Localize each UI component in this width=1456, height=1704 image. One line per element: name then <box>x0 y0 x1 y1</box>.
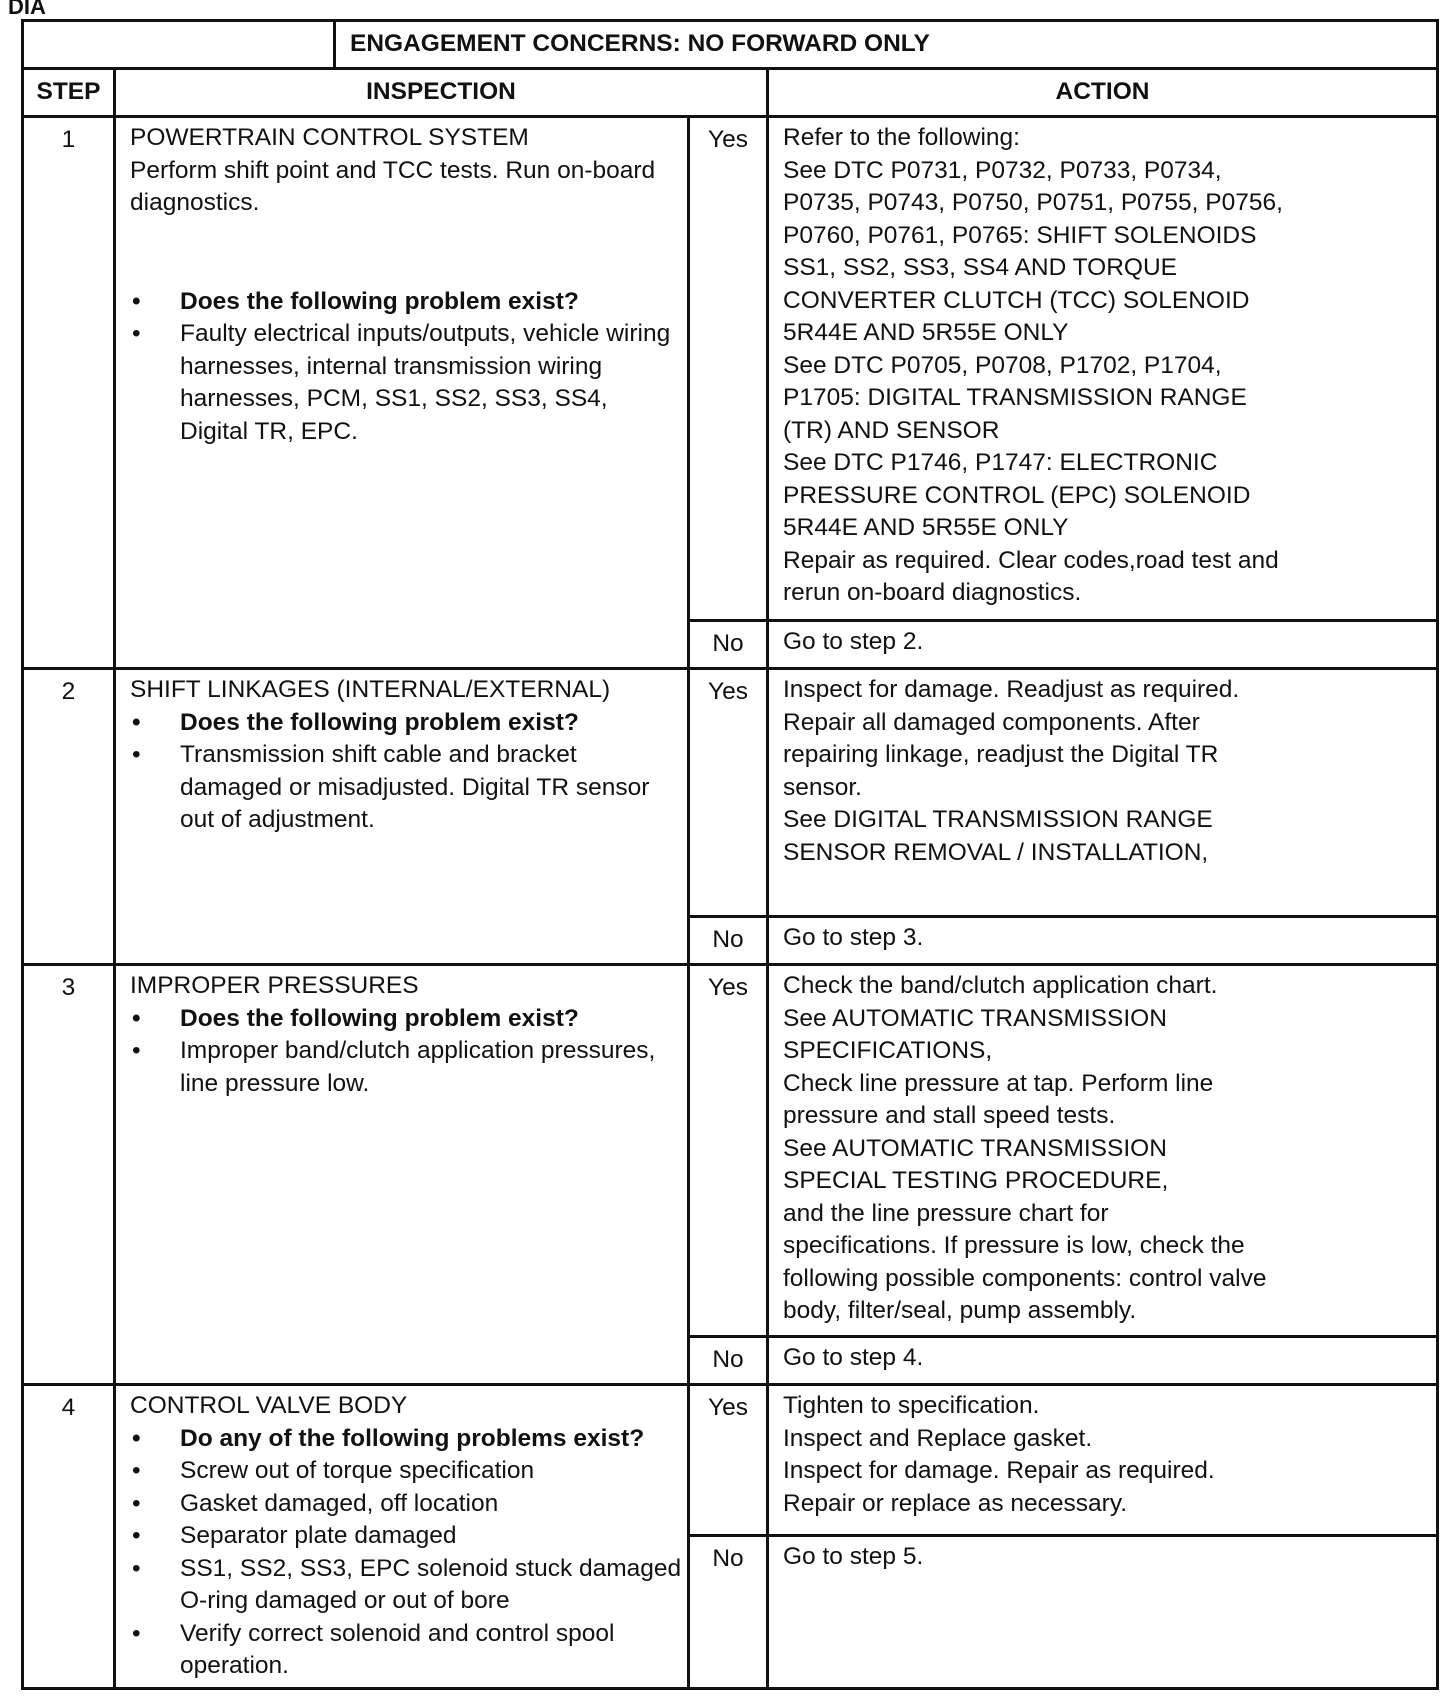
no-label: No <box>689 917 768 965</box>
action-line: Inspect for damage. Readjust as required. <box>783 676 1240 703</box>
action-line: and the line pressure chart for <box>783 1199 1109 1227</box>
bullet-line: • Transmission shift cable and bracket <box>180 741 577 768</box>
action-line: See DTC P1746, P1747: ELECTRONIC <box>783 449 1218 476</box>
table-row <box>23 1385 1438 1536</box>
title-spacer <box>23 21 335 69</box>
no-label: No <box>689 621 768 669</box>
no-label: No <box>689 1535 768 1688</box>
bullet-line: harnesses, internal transmission wiring <box>180 352 603 380</box>
step-number: 1 <box>23 117 115 669</box>
action-line: Repair or replace as necessary. <box>783 1489 1128 1517</box>
bullet-line: harnesses, PCM, SS1, SS2, SS3, SS4, <box>180 385 608 412</box>
action-line: SPECIAL TESTING PROCEDURE, <box>783 1167 1169 1194</box>
action-line: See AUTOMATIC TRANSMISSION <box>783 1004 1167 1032</box>
step-number: 2 <box>23 669 115 965</box>
bullet-line: • SS1, SS2, SS3, EPC solenoid stuck damaged <box>180 1554 682 1582</box>
action-line: P0735, P0743, P0750, P0751, P0755, P0756, <box>783 189 1283 216</box>
bullet-line: • Verify correct solenoid and control spool <box>180 1619 615 1647</box>
bullet-list <box>130 286 681 449</box>
yes-label: Yes <box>689 669 768 917</box>
inspection-heading: SHIFT LINKAGES (INTERNAL/EXTERNAL) <box>130 676 611 703</box>
inspection-cell <box>115 117 689 669</box>
action-line: pressure and stall speed tests. <box>783 1102 1116 1129</box>
action-line: Check the band/clutch application chart. <box>783 972 1218 999</box>
question-bullet: • Do any of the following problems exist? <box>130 1423 681 1456</box>
bullet-item <box>130 1553 681 1618</box>
inspection-heading: POWERTRAIN CONTROL SYSTEM <box>130 124 529 151</box>
inspection-intro-line: Perform shift point and TCC tests. Run on-board <box>130 156 656 184</box>
inspection-cell <box>115 1385 689 1689</box>
bullet-line: • Gasket damaged, off location <box>180 1489 499 1517</box>
action-line: sensor. <box>783 773 862 801</box>
bullet-list <box>130 1423 681 1683</box>
table-row <box>23 117 1438 621</box>
action-line: Inspect for damage. Repair as required. <box>783 1457 1215 1484</box>
yes-label: Yes <box>689 1385 768 1536</box>
action-line: SS1, SS2, SS3, SS4 AND TORQUE <box>783 254 1177 281</box>
no-action: Go to step 2. <box>768 621 1438 669</box>
action-line: See DTC P0731, P0732, P0733, P0734, <box>783 156 1222 184</box>
bullet-item <box>130 1488 681 1521</box>
action-line: Tighten to specification. <box>783 1392 1040 1419</box>
action-line: rerun on-board diagnostics. <box>783 579 1082 606</box>
bullet-line: • Improper band/clutch application pressures, <box>180 1037 656 1064</box>
action-line: Refer to the following: <box>783 124 1020 151</box>
inspection-heading: CONTROL VALVE BODY <box>130 1392 408 1419</box>
table-row <box>23 965 1438 1337</box>
action-line: P0760, P0761, P0765: SHIFT SOLENOIDS <box>783 221 1257 249</box>
bullet-item <box>130 1618 681 1683</box>
yes-action <box>768 669 1438 917</box>
page-fragment: DIA <box>8 0 46 19</box>
action-line: Check line pressure at tap. Perform line <box>783 1069 1214 1097</box>
bullet-line: operation. <box>180 1652 289 1679</box>
table-title: ENGAGEMENT CONCERNS: NO FORWARD ONLY <box>335 21 1438 69</box>
bullet-list <box>130 707 681 837</box>
step-number: 4 <box>23 1385 115 1689</box>
bullet-line: O-ring damaged or out of bore <box>180 1587 510 1614</box>
no-action: Go to step 5. <box>768 1535 1438 1688</box>
action-line: See DTC P0705, P0708, P1702, P1704, <box>783 351 1222 379</box>
action-line: See AUTOMATIC TRANSMISSION <box>783 1134 1167 1162</box>
action-header: ACTION <box>768 69 1438 117</box>
bullet-line: • Screw out of torque specification <box>180 1457 535 1484</box>
yes-action <box>768 1385 1438 1536</box>
no-action: Go to step 3. <box>768 917 1438 965</box>
yes-action <box>768 117 1438 621</box>
action-line: PRESSURE CONTROL (EPC) SOLENOID <box>783 481 1251 509</box>
bullet-line: line pressure low. <box>180 1069 370 1097</box>
yes-label: Yes <box>689 965 768 1337</box>
action-line: P1705: DIGITAL TRANSMISSION RANGE <box>783 384 1247 411</box>
action-line: Repair all damaged components. After <box>783 708 1200 736</box>
action-line: Repair as required. Clear codes,road test and <box>783 546 1279 574</box>
yes-label: Yes <box>689 117 768 621</box>
step-header: STEP <box>23 69 115 117</box>
no-label: No <box>689 1337 768 1385</box>
question-bullet: • Does the following problem exist? <box>130 1003 681 1036</box>
action-line: following possible components: control valve <box>783 1264 1267 1292</box>
action-line: 5R44E AND 5R55E ONLY <box>783 319 1069 346</box>
action-line: CONVERTER CLUTCH (TCC) SOLENOID <box>783 286 1250 314</box>
inspection-header: INSPECTION <box>115 69 768 117</box>
question-bullet: • Does the following problem exist? <box>130 286 681 319</box>
yes-action <box>768 965 1438 1337</box>
bullet-line: • Separator plate damaged <box>180 1522 457 1549</box>
inspection-intro-line: diagnostics. <box>130 189 260 216</box>
action-line: body, filter/seal, pump assembly. <box>783 1297 1137 1324</box>
action-line: See DIGITAL TRANSMISSION RANGE <box>783 806 1213 833</box>
bullet-line: damaged or misadjusted. Digital TR sensor <box>180 773 650 801</box>
bullet-list <box>130 1003 681 1101</box>
diagnosis-table <box>21 19 1439 1690</box>
bullet-item <box>130 739 681 837</box>
bullet-item <box>130 1455 681 1488</box>
bullet-item <box>130 1520 681 1553</box>
bullet-line: out of adjustment. <box>180 806 375 833</box>
step-number: 3 <box>23 965 115 1385</box>
no-action: Go to step 4. <box>768 1337 1438 1385</box>
bullet-item <box>130 318 681 448</box>
action-line: repairing linkage, readjust the Digital TR <box>783 741 1219 768</box>
action-line: specifications. If pressure is low, check the <box>783 1232 1245 1259</box>
inspection-cell <box>115 669 689 965</box>
table-row <box>23 669 1438 917</box>
inspection-heading: IMPROPER PRESSURES <box>130 972 419 999</box>
bullet-line: Digital TR, EPC. <box>180 417 358 445</box>
bullet-line: • Faulty electrical inputs/outputs, vehicle wiring <box>180 320 671 347</box>
action-line: SENSOR REMOVAL / INSTALLATION, <box>783 838 1209 866</box>
action-line: (TR) AND SENSOR <box>783 416 1000 444</box>
inspection-cell <box>115 965 689 1385</box>
question-bullet: • Does the following problem exist? <box>130 707 681 740</box>
bullet-item <box>130 1035 681 1100</box>
action-line: 5R44E AND 5R55E ONLY <box>783 514 1069 541</box>
action-line: Inspect and Replace gasket. <box>783 1424 1093 1452</box>
action-line: SPECIFICATIONS, <box>783 1037 993 1064</box>
